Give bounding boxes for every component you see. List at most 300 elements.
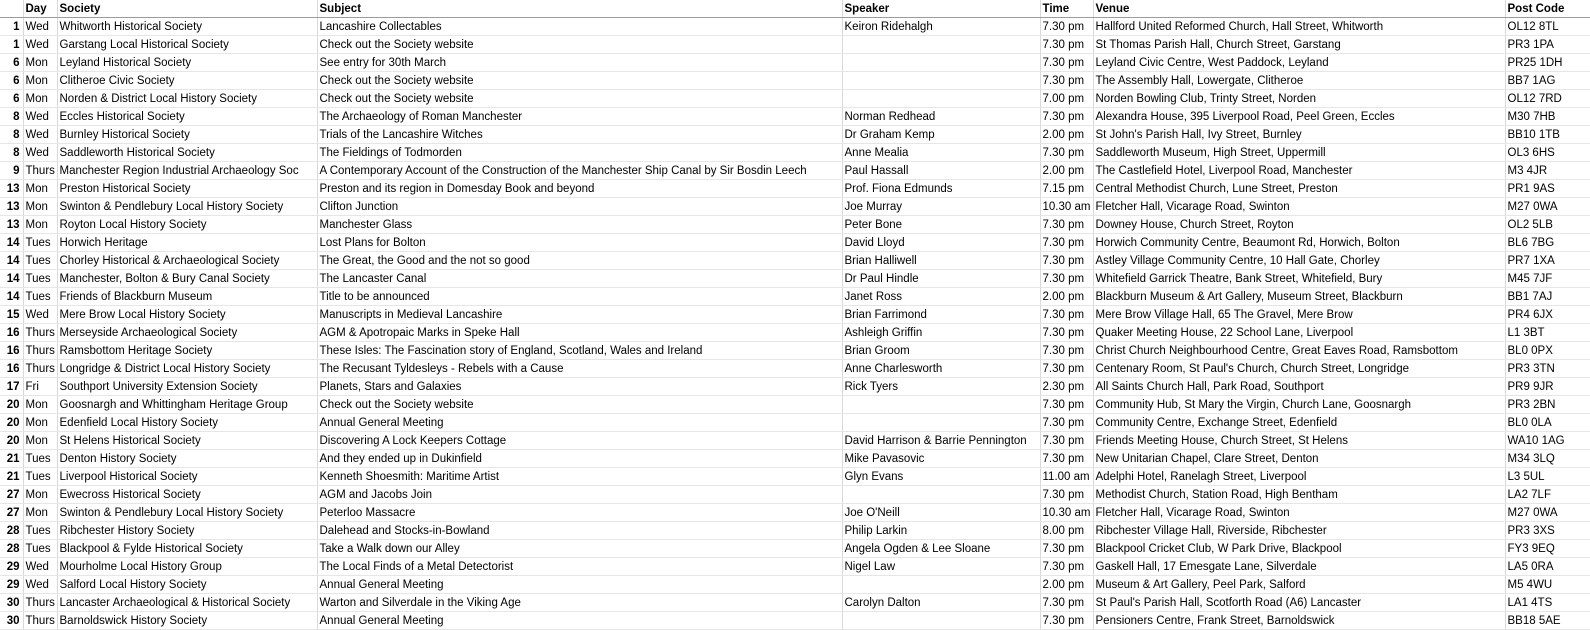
cell-subject: The Archaeology of Roman Manchester — [317, 108, 842, 126]
cell-speaker: Glyn Evans — [842, 468, 1040, 486]
cell-date: 27 — [0, 504, 23, 522]
cell-postcode: PR9 9JR — [1505, 378, 1590, 396]
cell-speaker — [842, 486, 1040, 504]
cell-day: Mon — [23, 180, 57, 198]
cell-postcode: OL2 5LB — [1505, 216, 1590, 234]
cell-venue: Community Hub, St Mary the Virgin, Church Lane, Goosnargh — [1093, 396, 1505, 414]
cell-speaker: Brian Groom — [842, 342, 1040, 360]
cell-postcode: OL12 7RD — [1505, 90, 1590, 108]
cell-speaker: Dr Graham Kemp — [842, 126, 1040, 144]
cell-society: Burnley Historical Society — [57, 126, 317, 144]
cell-venue: Mere Brow Village Hall, 65 The Gravel, Mere Brow — [1093, 306, 1505, 324]
cell-postcode: BL0 0PX — [1505, 342, 1590, 360]
cell-venue: Centenary Room, St Paul's Church, Church Street, Longridge — [1093, 360, 1505, 378]
cell-venue: St Paul's Parish Hall, Scotforth Road (A6) Lancaster — [1093, 594, 1505, 612]
cell-day: Mon — [23, 504, 57, 522]
cell-postcode: PR3 3TN — [1505, 360, 1590, 378]
cell-time: 7.30 pm — [1040, 108, 1093, 126]
cell-venue: Central Methodist Church, Lune Street, Preston — [1093, 180, 1505, 198]
cell-subject: Discovering A Lock Keepers Cottage — [317, 432, 842, 450]
cell-society: Edenfield Local History Society — [57, 414, 317, 432]
cell-speaker: Anne Charlesworth — [842, 360, 1040, 378]
cell-time: 7.30 pm — [1040, 234, 1093, 252]
cell-postcode: LA1 4TS — [1505, 594, 1590, 612]
cell-date: 1 — [0, 36, 23, 54]
table-row — [0, 378, 1590, 396]
cell-speaker: Keiron Ridehalgh — [842, 18, 1040, 36]
cell-society: Mourholme Local History Group — [57, 558, 317, 576]
cell-subject: Annual General Meeting — [317, 612, 842, 630]
header-subject: Subject — [317, 0, 842, 18]
cell-date: 21 — [0, 468, 23, 486]
table-row — [0, 324, 1590, 342]
table-row — [0, 288, 1590, 306]
cell-society: Ribchester History Society — [57, 522, 317, 540]
cell-speaker: Anne Mealia — [842, 144, 1040, 162]
cell-day: Tues — [23, 540, 57, 558]
cell-venue: Adelphi Hotel, Ranelagh Street, Liverpool — [1093, 468, 1505, 486]
table-row — [0, 144, 1590, 162]
cell-date: 6 — [0, 72, 23, 90]
cell-date: 20 — [0, 414, 23, 432]
table-row — [0, 306, 1590, 324]
table-row — [0, 594, 1590, 612]
cell-society: Whitworth Historical Society — [57, 18, 317, 36]
cell-day: Mon — [23, 198, 57, 216]
cell-time: 7.30 pm — [1040, 594, 1093, 612]
cell-speaker — [842, 414, 1040, 432]
table-row — [0, 216, 1590, 234]
cell-subject: Manchester Glass — [317, 216, 842, 234]
cell-date: 16 — [0, 342, 23, 360]
cell-speaker: Rick Tyers — [842, 378, 1040, 396]
cell-subject: Take a Walk down our Alley — [317, 540, 842, 558]
cell-subject: The Recusant Tyldesleys - Rebels with a Cause — [317, 360, 842, 378]
cell-time: 2.00 pm — [1040, 288, 1093, 306]
cell-society: Leyland Historical Society — [57, 54, 317, 72]
cell-speaker: Prof. Fiona Edmunds — [842, 180, 1040, 198]
cell-venue: Fletcher Hall, Vicarage Road, Swinton — [1093, 198, 1505, 216]
cell-date: 14 — [0, 288, 23, 306]
table-row — [0, 432, 1590, 450]
table-row — [0, 90, 1590, 108]
cell-time: 7.30 pm — [1040, 270, 1093, 288]
cell-venue: All Saints Church Hall, Park Road, Southport — [1093, 378, 1505, 396]
cell-postcode: PR25 1DH — [1505, 54, 1590, 72]
cell-day: Mon — [23, 216, 57, 234]
cell-day: Tues — [23, 288, 57, 306]
cell-date: 30 — [0, 612, 23, 630]
cell-postcode: LA2 7LF — [1505, 486, 1590, 504]
table-row — [0, 558, 1590, 576]
cell-subject: Manuscripts in Medieval Lancashire — [317, 306, 842, 324]
cell-speaker — [842, 396, 1040, 414]
cell-time: 8.00 pm — [1040, 522, 1093, 540]
cell-venue: Astley Village Community Centre, 10 Hall Gate, Chorley — [1093, 252, 1505, 270]
header-date — [0, 0, 23, 18]
cell-subject: Trials of the Lancashire Witches — [317, 126, 842, 144]
cell-venue: Museum & Art Gallery, Peel Park, Salford — [1093, 576, 1505, 594]
cell-postcode: BL0 0LA — [1505, 414, 1590, 432]
cell-subject: The Lancaster Canal — [317, 270, 842, 288]
cell-society: Swinton & Pendlebury Local History Society — [57, 504, 317, 522]
cell-date: 29 — [0, 558, 23, 576]
cell-date: 13 — [0, 198, 23, 216]
cell-subject: Check out the Society website — [317, 36, 842, 54]
cell-subject: Warton and Silverdale in the Viking Age — [317, 594, 842, 612]
cell-time: 2.30 pm — [1040, 378, 1093, 396]
cell-subject: Annual General Meeting — [317, 414, 842, 432]
cell-venue: The Castlefield Hotel, Liverpool Road, Manchester — [1093, 162, 1505, 180]
cell-venue: Gaskell Hall, 17 Emesgate Lane, Silverdale — [1093, 558, 1505, 576]
cell-venue: Blackburn Museum & Art Gallery, Museum Street, Blackburn — [1093, 288, 1505, 306]
cell-day: Tues — [23, 468, 57, 486]
cell-day: Tues — [23, 252, 57, 270]
cell-society: Barnoldswick History Society — [57, 612, 317, 630]
cell-date: 8 — [0, 108, 23, 126]
table-row — [0, 414, 1590, 432]
cell-day: Wed — [23, 576, 57, 594]
cell-date: 20 — [0, 396, 23, 414]
cell-date: 17 — [0, 378, 23, 396]
cell-speaker: Peter Bone — [842, 216, 1040, 234]
cell-date: 29 — [0, 576, 23, 594]
cell-time: 7.30 pm — [1040, 540, 1093, 558]
cell-day: Mon — [23, 414, 57, 432]
cell-speaker: Mike Pavasovic — [842, 450, 1040, 468]
cell-speaker: Brian Halliwell — [842, 252, 1040, 270]
cell-day: Mon — [23, 54, 57, 72]
cell-time: 7.30 pm — [1040, 72, 1093, 90]
cell-day: Thurs — [23, 324, 57, 342]
cell-venue: Downey House, Church Street, Royton — [1093, 216, 1505, 234]
cell-subject: A Contemporary Account of the Construction of the Manchester Ship Canal by Sir Bosdin Leech — [317, 162, 842, 180]
cell-society: Blackpool & Fylde Historical Society — [57, 540, 317, 558]
cell-date: 14 — [0, 252, 23, 270]
cell-date: 9 — [0, 162, 23, 180]
cell-postcode: LA5 0RA — [1505, 558, 1590, 576]
cell-postcode: WA10 1AG — [1505, 432, 1590, 450]
table-row — [0, 162, 1590, 180]
cell-time: 7.30 pm — [1040, 18, 1093, 36]
cell-society: Goosnargh and Whittingham Heritage Group — [57, 396, 317, 414]
cell-society: Mere Brow Local History Society — [57, 306, 317, 324]
cell-speaker: David Harrison & Barrie Pennington — [842, 432, 1040, 450]
cell-postcode: M27 0WA — [1505, 504, 1590, 522]
cell-time: 7.00 pm — [1040, 90, 1093, 108]
cell-speaker: Joe Murray — [842, 198, 1040, 216]
header-society: Society — [57, 0, 317, 18]
cell-time: 7.30 pm — [1040, 486, 1093, 504]
cell-day: Wed — [23, 18, 57, 36]
cell-postcode: PR1 9AS — [1505, 180, 1590, 198]
cell-society: St Helens Historical Society — [57, 432, 317, 450]
table-row — [0, 540, 1590, 558]
cell-postcode: PR3 1PA — [1505, 36, 1590, 54]
cell-society: Horwich Heritage — [57, 234, 317, 252]
cell-society: Manchester, Bolton & Bury Canal Society — [57, 270, 317, 288]
cell-venue: Quaker Meeting House, 22 School Lane, Liverpool — [1093, 324, 1505, 342]
cell-subject: AGM & Apotropaic Marks in Speke Hall — [317, 324, 842, 342]
cell-speaker: Carolyn Dalton — [842, 594, 1040, 612]
cell-time: 7.15 pm — [1040, 180, 1093, 198]
cell-postcode: BB18 5AE — [1505, 612, 1590, 630]
table-row — [0, 270, 1590, 288]
cell-subject: The Great, the Good and the not so good — [317, 252, 842, 270]
cell-speaker: Joe O'Neill — [842, 504, 1040, 522]
cell-subject: AGM and Jacobs Join — [317, 486, 842, 504]
cell-postcode: M30 7HB — [1505, 108, 1590, 126]
cell-date: 6 — [0, 54, 23, 72]
cell-day: Mon — [23, 72, 57, 90]
cell-subject: See entry for 30th March — [317, 54, 842, 72]
cell-date: 13 — [0, 180, 23, 198]
cell-day: Thurs — [23, 594, 57, 612]
cell-time: 10.30 am — [1040, 198, 1093, 216]
cell-time: 7.30 pm — [1040, 360, 1093, 378]
cell-subject: Check out the Society website — [317, 90, 842, 108]
cell-subject: Preston and its region in Domesday Book and beyond — [317, 180, 842, 198]
cell-time: 11.00 am — [1040, 468, 1093, 486]
cell-subject: Lost Plans for Bolton — [317, 234, 842, 252]
cell-society: Lancaster Archaeological & Historical Society — [57, 594, 317, 612]
cell-subject: Check out the Society website — [317, 396, 842, 414]
cell-day: Thurs — [23, 360, 57, 378]
cell-speaker — [842, 576, 1040, 594]
table-row — [0, 450, 1590, 468]
cell-venue: Saddleworth Museum, High Street, Uppermill — [1093, 144, 1505, 162]
table-row — [0, 486, 1590, 504]
cell-subject: Lancashire Collectables — [317, 18, 842, 36]
cell-venue: St Thomas Parish Hall, Church Street, Garstang — [1093, 36, 1505, 54]
cell-postcode: M27 0WA — [1505, 198, 1590, 216]
cell-society: Saddleworth Historical Society — [57, 144, 317, 162]
header-time: Time — [1040, 0, 1093, 18]
cell-date: 27 — [0, 486, 23, 504]
cell-date: 28 — [0, 540, 23, 558]
cell-society: Ewecross Historical Society — [57, 486, 317, 504]
cell-venue: Leyland Civic Centre, West Paddock, Leyland — [1093, 54, 1505, 72]
cell-day: Wed — [23, 36, 57, 54]
cell-speaker — [842, 612, 1040, 630]
table-row — [0, 576, 1590, 594]
cell-day: Thurs — [23, 612, 57, 630]
cell-venue: St John's Parish Hall, Ivy Street, Burnley — [1093, 126, 1505, 144]
cell-day: Mon — [23, 486, 57, 504]
cell-day: Mon — [23, 432, 57, 450]
cell-society: Preston Historical Society — [57, 180, 317, 198]
cell-day: Fri — [23, 378, 57, 396]
cell-postcode: M3 4JR — [1505, 162, 1590, 180]
cell-time: 2.00 pm — [1040, 576, 1093, 594]
cell-time: 7.30 pm — [1040, 432, 1093, 450]
cell-speaker: Angela Ogden & Lee Sloane — [842, 540, 1040, 558]
cell-postcode: BB7 1AG — [1505, 72, 1590, 90]
cell-postcode: FY3 9EQ — [1505, 540, 1590, 558]
cell-society: Denton History Society — [57, 450, 317, 468]
cell-time: 7.30 pm — [1040, 414, 1093, 432]
cell-speaker: Ashleigh Griffin — [842, 324, 1040, 342]
table-row — [0, 198, 1590, 216]
cell-speaker: Nigel Law — [842, 558, 1040, 576]
cell-day: Tues — [23, 270, 57, 288]
cell-society: Chorley Historical & Archaeological Society — [57, 252, 317, 270]
cell-venue: Blackpool Cricket Club, W Park Drive, Blackpool — [1093, 540, 1505, 558]
table-row — [0, 252, 1590, 270]
cell-society: Salford Local History Society — [57, 576, 317, 594]
cell-postcode: L1 3BT — [1505, 324, 1590, 342]
cell-postcode: M45 7JF — [1505, 270, 1590, 288]
cell-date: 15 — [0, 306, 23, 324]
cell-day: Mon — [23, 396, 57, 414]
cell-postcode: L3 5UL — [1505, 468, 1590, 486]
cell-society: Longridge & District Local History Society — [57, 360, 317, 378]
cell-venue: Fletcher Hall, Vicarage Road, Swinton — [1093, 504, 1505, 522]
cell-society: Friends of Blackburn Museum — [57, 288, 317, 306]
cell-time: 7.30 pm — [1040, 54, 1093, 72]
cell-venue: Friends Meeting House, Church Street, St Helens — [1093, 432, 1505, 450]
cell-time: 7.30 pm — [1040, 144, 1093, 162]
cell-day: Wed — [23, 558, 57, 576]
cell-venue: Horwich Community Centre, Beaumont Rd, Horwich, Bolton — [1093, 234, 1505, 252]
table-row — [0, 468, 1590, 486]
cell-time: 7.30 pm — [1040, 450, 1093, 468]
cell-day: Wed — [23, 126, 57, 144]
cell-society: Merseyside Archaeological Society — [57, 324, 317, 342]
cell-venue: Hallford United Reformed Church, Hall Street, Whitworth — [1093, 18, 1505, 36]
cell-postcode: BB10 1TB — [1505, 126, 1590, 144]
cell-date: 30 — [0, 594, 23, 612]
cell-venue: Christ Church Neighbourhood Centre, Great Eaves Road, Ramsbottom — [1093, 342, 1505, 360]
cell-society: Swinton & Pendlebury Local History Society — [57, 198, 317, 216]
table-row — [0, 612, 1590, 630]
cell-date: 8 — [0, 126, 23, 144]
cell-speaker: Janet Ross — [842, 288, 1040, 306]
cell-time: 7.30 pm — [1040, 36, 1093, 54]
cell-day: Wed — [23, 144, 57, 162]
cell-subject: Annual General Meeting — [317, 576, 842, 594]
cell-subject: The Fieldings of Todmorden — [317, 144, 842, 162]
cell-subject: Title to be announced — [317, 288, 842, 306]
cell-postcode: M5 4WU — [1505, 576, 1590, 594]
cell-time: 10.30 am — [1040, 504, 1093, 522]
cell-postcode: PR4 6JX — [1505, 306, 1590, 324]
cell-postcode: PR3 3XS — [1505, 522, 1590, 540]
header-row — [0, 0, 1590, 18]
cell-time: 7.30 pm — [1040, 252, 1093, 270]
cell-time: 7.30 pm — [1040, 612, 1093, 630]
cell-postcode: OL12 8TL — [1505, 18, 1590, 36]
cell-speaker: Brian Farrimond — [842, 306, 1040, 324]
cell-subject: Check out the Society website — [317, 72, 842, 90]
cell-postcode: BL6 7BG — [1505, 234, 1590, 252]
cell-subject: The Local Finds of a Metal Detectorist — [317, 558, 842, 576]
table-row — [0, 108, 1590, 126]
cell-speaker: Philip Larkin — [842, 522, 1040, 540]
table-row — [0, 234, 1590, 252]
cell-postcode: OL3 6HS — [1505, 144, 1590, 162]
cell-time: 7.30 pm — [1040, 306, 1093, 324]
cell-subject: Dalehead and Stocks-in-Bowland — [317, 522, 842, 540]
table-row — [0, 396, 1590, 414]
cell-venue: Ribchester Village Hall, Riverside, Ribchester — [1093, 522, 1505, 540]
cell-speaker: Dr Paul Hindle — [842, 270, 1040, 288]
cell-day: Thurs — [23, 162, 57, 180]
table-row — [0, 54, 1590, 72]
cell-date: 14 — [0, 234, 23, 252]
cell-society: Eccles Historical Society — [57, 108, 317, 126]
cell-venue: Pensioners Centre, Frank Street, Barnoldswick — [1093, 612, 1505, 630]
cell-subject: Peterloo Massacre — [317, 504, 842, 522]
cell-venue: Norden Bowling Club, Trinty Street, Norden — [1093, 90, 1505, 108]
cell-time: 7.30 pm — [1040, 396, 1093, 414]
cell-society: Norden & District Local History Society — [57, 90, 317, 108]
header-day: Day — [23, 0, 57, 18]
table-row — [0, 504, 1590, 522]
cell-venue: New Unitarian Chapel, Clare Street, Denton — [1093, 450, 1505, 468]
table-row — [0, 180, 1590, 198]
cell-society: Royton Local History Society — [57, 216, 317, 234]
cell-subject: These Isles: The Fascination story of England, Scotland, Wales and Ireland — [317, 342, 842, 360]
cell-date: 13 — [0, 216, 23, 234]
cell-day: Tues — [23, 522, 57, 540]
cell-postcode: PR3 2BN — [1505, 396, 1590, 414]
cell-venue: Community Centre, Exchange Street, Edenfield — [1093, 414, 1505, 432]
cell-speaker: Norman Redhead — [842, 108, 1040, 126]
table-row — [0, 522, 1590, 540]
cell-date: 21 — [0, 450, 23, 468]
cell-speaker — [842, 90, 1040, 108]
cell-venue: Methodist Church, Station Road, High Bentham — [1093, 486, 1505, 504]
table-row — [0, 126, 1590, 144]
cell-subject: And they ended up in Dukinfield — [317, 450, 842, 468]
cell-day: Tues — [23, 234, 57, 252]
cell-date: 28 — [0, 522, 23, 540]
cell-time: 2.00 pm — [1040, 162, 1093, 180]
cell-speaker — [842, 72, 1040, 90]
cell-date: 14 — [0, 270, 23, 288]
cell-date: 20 — [0, 432, 23, 450]
cell-society: Garstang Local Historical Society — [57, 36, 317, 54]
cell-society: Liverpool Historical Society — [57, 468, 317, 486]
cell-society: Southport University Extension Society — [57, 378, 317, 396]
cell-time: 2.00 pm — [1040, 126, 1093, 144]
table-row — [0, 360, 1590, 378]
cell-date: 1 — [0, 18, 23, 36]
cell-time: 7.30 pm — [1040, 216, 1093, 234]
header-venue: Venue — [1093, 0, 1505, 18]
cell-day: Wed — [23, 306, 57, 324]
cell-day: Wed — [23, 108, 57, 126]
cell-society: Manchester Region Industrial Archaeology Soc — [57, 162, 317, 180]
cell-speaker: Paul Hassall — [842, 162, 1040, 180]
cell-subject: Kenneth Shoesmith: Maritime Artist — [317, 468, 842, 486]
cell-venue: Alexandra House, 395 Liverpool Road, Peel Green, Eccles — [1093, 108, 1505, 126]
table-row — [0, 72, 1590, 90]
cell-day: Thurs — [23, 342, 57, 360]
cell-venue: Whitefield Garrick Theatre, Bank Street, Whitefield, Bury — [1093, 270, 1505, 288]
cell-date: 8 — [0, 144, 23, 162]
table-row — [0, 36, 1590, 54]
cell-subject: Clifton Junction — [317, 198, 842, 216]
cell-postcode: PR7 1XA — [1505, 252, 1590, 270]
table-row — [0, 18, 1590, 36]
cell-postcode: M34 3LQ — [1505, 450, 1590, 468]
cell-speaker — [842, 54, 1040, 72]
cell-subject: Planets, Stars and Galaxies — [317, 378, 842, 396]
header-postcode: Post Code — [1505, 0, 1590, 18]
cell-venue: The Assembly Hall, Lowergate, Clitheroe — [1093, 72, 1505, 90]
